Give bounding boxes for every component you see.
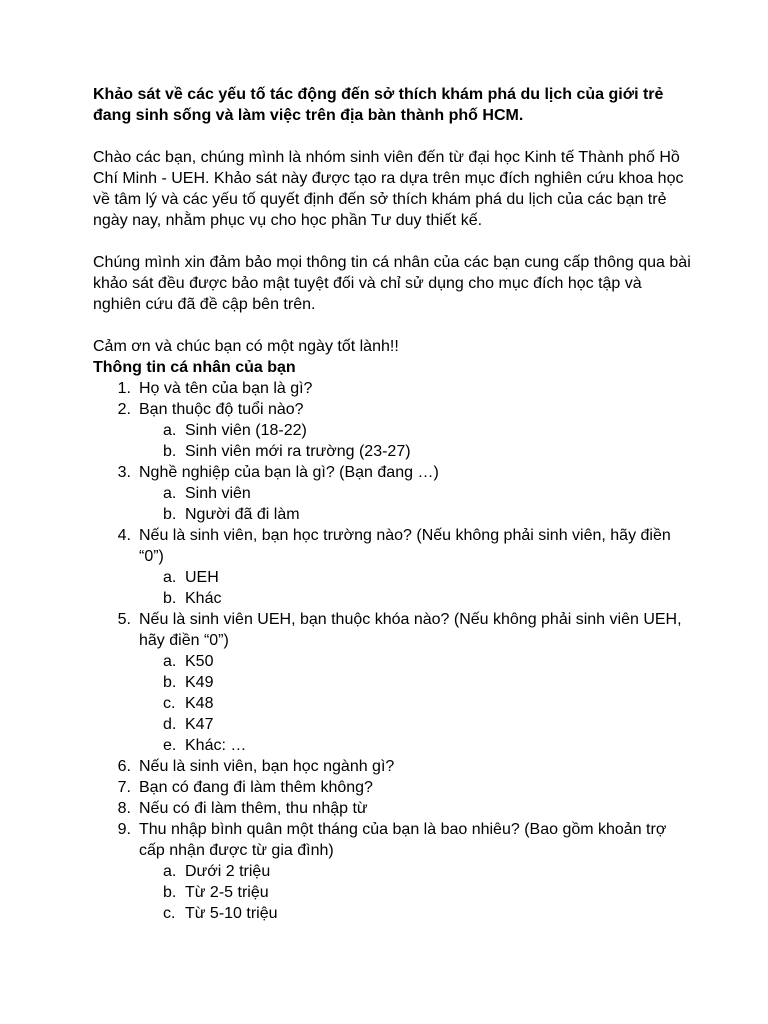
question-text: Nghề nghiệp của bạn là gì? (Bạn đang …) — [139, 464, 439, 481]
question-text: Nếu là sinh viên, bạn học trường nào? (Nếu không phải sinh viên, hãy điền “0”) — [139, 527, 671, 565]
answer-option — [93, 861, 693, 882]
answer-option — [93, 672, 693, 693]
answer-option — [93, 882, 693, 903]
option-label: d. — [163, 716, 177, 733]
question-list — [93, 378, 693, 924]
option-group — [93, 567, 693, 609]
question-text: Bạn có đang đi làm thêm không? — [139, 779, 373, 796]
option-text: Sinh viên — [185, 485, 251, 502]
document-page — [93, 84, 693, 924]
answer-option — [93, 903, 693, 924]
answer-option — [93, 651, 693, 672]
option-list — [93, 483, 693, 525]
option-list — [93, 420, 693, 462]
question-number: 7. — [117, 779, 131, 796]
answer-option — [93, 567, 693, 588]
option-label: a. — [163, 653, 177, 670]
option-text: Từ 5-10 triệu — [185, 905, 278, 922]
option-label: e. — [163, 737, 177, 754]
thanks-paragraph: Cảm ơn và chúc bạn có một ngày tốt lành!! — [93, 338, 399, 355]
option-group — [93, 483, 693, 525]
question-item — [93, 819, 693, 861]
option-label: a. — [163, 863, 177, 880]
question-number: 4. — [117, 527, 131, 544]
answer-option — [93, 441, 693, 462]
answer-option — [93, 420, 693, 441]
answer-option — [93, 693, 693, 714]
option-label: b. — [163, 443, 177, 460]
question-number: 2. — [117, 401, 131, 418]
option-text: Khác — [185, 590, 222, 607]
option-text: Dưới 2 triệu — [185, 863, 271, 880]
question-number: 8. — [117, 800, 131, 817]
section-heading: Thông tin cá nhân của bạn — [93, 359, 296, 376]
answer-option — [93, 483, 693, 504]
question-text: Họ và tên của bạn là gì? — [139, 380, 313, 397]
question-item — [93, 756, 693, 777]
option-list — [93, 861, 693, 924]
option-label: b. — [163, 590, 177, 607]
question-text: Nếu có đi làm thêm, thu nhập từ — [139, 800, 368, 817]
option-text: Từ 2-5 triệu — [185, 884, 269, 901]
option-text: Sinh viên (18-22) — [185, 422, 307, 439]
option-group — [93, 420, 693, 462]
option-label: c. — [163, 905, 176, 922]
question-item — [93, 798, 693, 819]
intro-paragraph: Chào các bạn, chúng mình là nhóm sinh viên đến từ đại học Kinh tế Thành phố Hồ Chí Minh - UEH. Khảo sát này được tạo ra dựa trên mục đích nghiên cứu khoa học về tâm lý và các yếu tố quyết định đến sở thích khám phá du lịch của các bạn trẻ ngày nay, nhằm phục vụ cho học phần Tư duy thiết kế. — [93, 149, 684, 229]
option-group — [93, 651, 693, 756]
question-item — [93, 399, 693, 420]
option-list — [93, 651, 693, 756]
question-item — [93, 525, 693, 567]
option-group — [93, 861, 693, 924]
question-number: 9. — [117, 821, 131, 838]
option-label: a. — [163, 569, 177, 586]
question-text: Thu nhập bình quân một tháng của bạn là bao nhiêu? (Bao gồm khoản trợ cấp nhận được từ gia đình) — [139, 821, 667, 859]
question-item — [93, 777, 693, 798]
option-label: c. — [163, 695, 176, 712]
option-text: K50 — [185, 653, 214, 670]
privacy-paragraph: Chúng mình xin đảm bảo mọi thông tin cá nhân của các bạn cung cấp thông qua bài khảo sát đều được bảo mật tuyệt đối và chỉ sử dụng cho mục đích học tập và nghiên cứu đã đề cập bên trên. — [93, 254, 691, 313]
document-title: Khảo sát về các yếu tố tác động đến sở thích khám phá du lịch của giới trẻ đang sinh sống và làm việc trên địa bàn thành phố HCM. — [93, 86, 664, 124]
answer-option — [93, 504, 693, 525]
question-item — [93, 462, 693, 483]
question-item — [93, 609, 693, 651]
option-text: K47 — [185, 716, 214, 733]
question-number: 1. — [117, 380, 131, 397]
option-label: a. — [163, 485, 177, 502]
option-text: Người đã đi làm — [185, 506, 300, 523]
option-list — [93, 567, 693, 609]
option-text: K49 — [185, 674, 214, 691]
question-text: Bạn thuộc độ tuổi nào? — [139, 401, 304, 418]
option-label: b. — [163, 506, 177, 523]
option-label: b. — [163, 674, 177, 691]
answer-option — [93, 588, 693, 609]
option-label: a. — [163, 422, 177, 439]
question-text: Nếu là sinh viên, bạn học ngành gì? — [139, 758, 395, 775]
question-text: Nếu là sinh viên UEH, bạn thuộc khóa nào? (Nếu không phải sinh viên UEH, hãy điền “0”) — [139, 611, 682, 649]
question-item — [93, 378, 693, 399]
question-number: 6. — [117, 758, 131, 775]
option-label: b. — [163, 884, 177, 901]
question-number: 5. — [117, 611, 131, 628]
answer-option — [93, 714, 693, 735]
question-number: 3. — [117, 464, 131, 481]
option-text: UEH — [185, 569, 219, 586]
option-text: Sinh viên mới ra trường (23-27) — [185, 443, 411, 460]
answer-option — [93, 735, 693, 756]
option-text: K48 — [185, 695, 214, 712]
option-text: Khác: … — [185, 737, 247, 754]
